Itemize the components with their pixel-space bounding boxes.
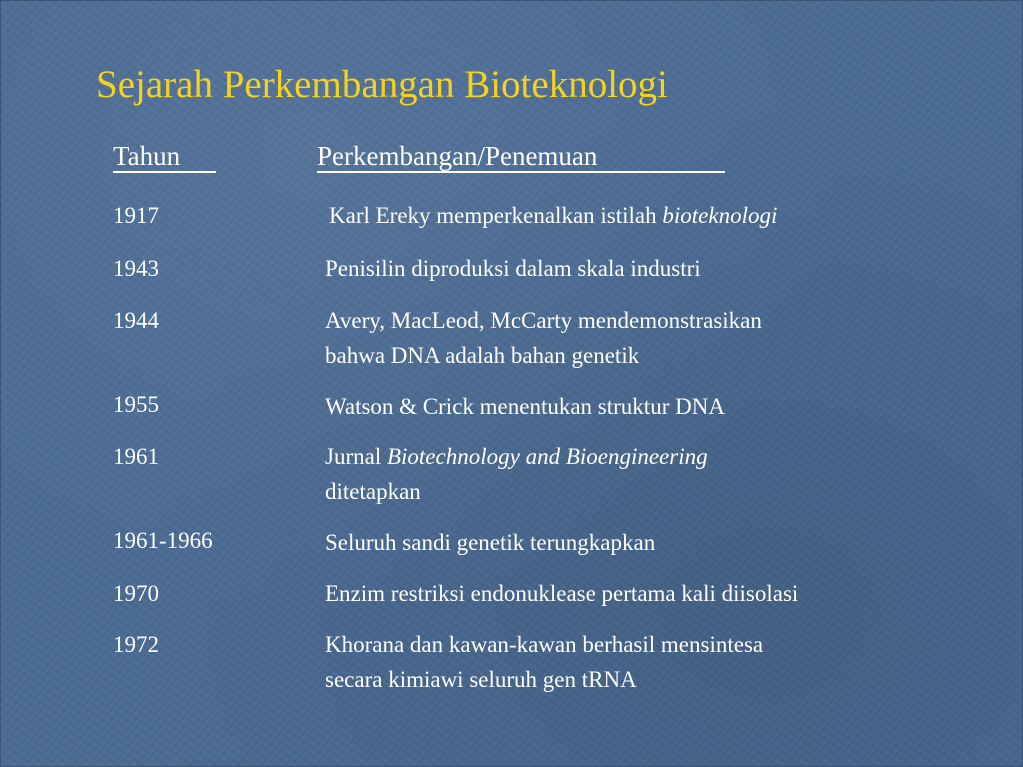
timeline-event-text: Seluruh sandi genetik terungkapkan — [325, 530, 656, 555]
timeline-year: 1961 — [113, 444, 159, 469]
timeline-event — [325, 576, 925, 611]
timeline-year: 1970 — [113, 581, 159, 606]
timeline-event — [325, 525, 925, 560]
timeline-event-text: Watson & Crick menentukan struktur DNA — [325, 394, 725, 419]
timeline-event-text: Karl Ereky memperkenalkan istilah — [329, 203, 663, 228]
timeline-year: 1955 — [113, 392, 159, 417]
timeline-event — [325, 303, 925, 373]
timeline-event-text-line2: ditetapkan — [325, 479, 421, 504]
timeline-event-text-line2: secara kimiawi seluruh gen tRNA — [325, 667, 637, 692]
timeline-event-text-line2: bahwa DNA adalah bahan genetik — [325, 343, 640, 368]
slide-title: Sejarah Perkembangan Bioteknologi — [96, 63, 668, 106]
timeline-year: 1961-1966 — [113, 528, 213, 553]
timeline-year: 1944 — [113, 308, 159, 333]
timeline-year: 1972 — [113, 632, 159, 657]
column-header-event: Perkembangan/Penemuan — [317, 141, 598, 171]
column-header-event-underline — [317, 171, 725, 173]
timeline-event — [325, 627, 925, 697]
timeline-event — [325, 389, 925, 424]
timeline-event — [325, 439, 925, 509]
column-header-year-underline — [113, 171, 216, 173]
timeline-event — [329, 198, 929, 233]
timeline-event — [325, 251, 925, 286]
timeline-year: 1943 — [113, 256, 159, 281]
timeline-event-text: Jurnal — [325, 444, 387, 469]
timeline-event-text: Avery, MacLeod, McCarty mendemonstrasikan — [325, 308, 762, 333]
timeline-event-italic: bioteknologi — [662, 203, 778, 228]
column-header-year: Tahun — [113, 141, 181, 171]
timeline-year: 1917 — [113, 203, 159, 228]
timeline-event-text: Penisilin diproduksi dalam skala industri — [325, 256, 701, 281]
timeline-event-italic: Biotechnology and Bioengineering — [386, 444, 708, 469]
timeline-event-text: Enzim restriksi endonuklease pertama kali diisolasi — [325, 581, 799, 606]
timeline-event-text: Khorana dan kawan-kawan berhasil mensintesa — [325, 632, 764, 657]
